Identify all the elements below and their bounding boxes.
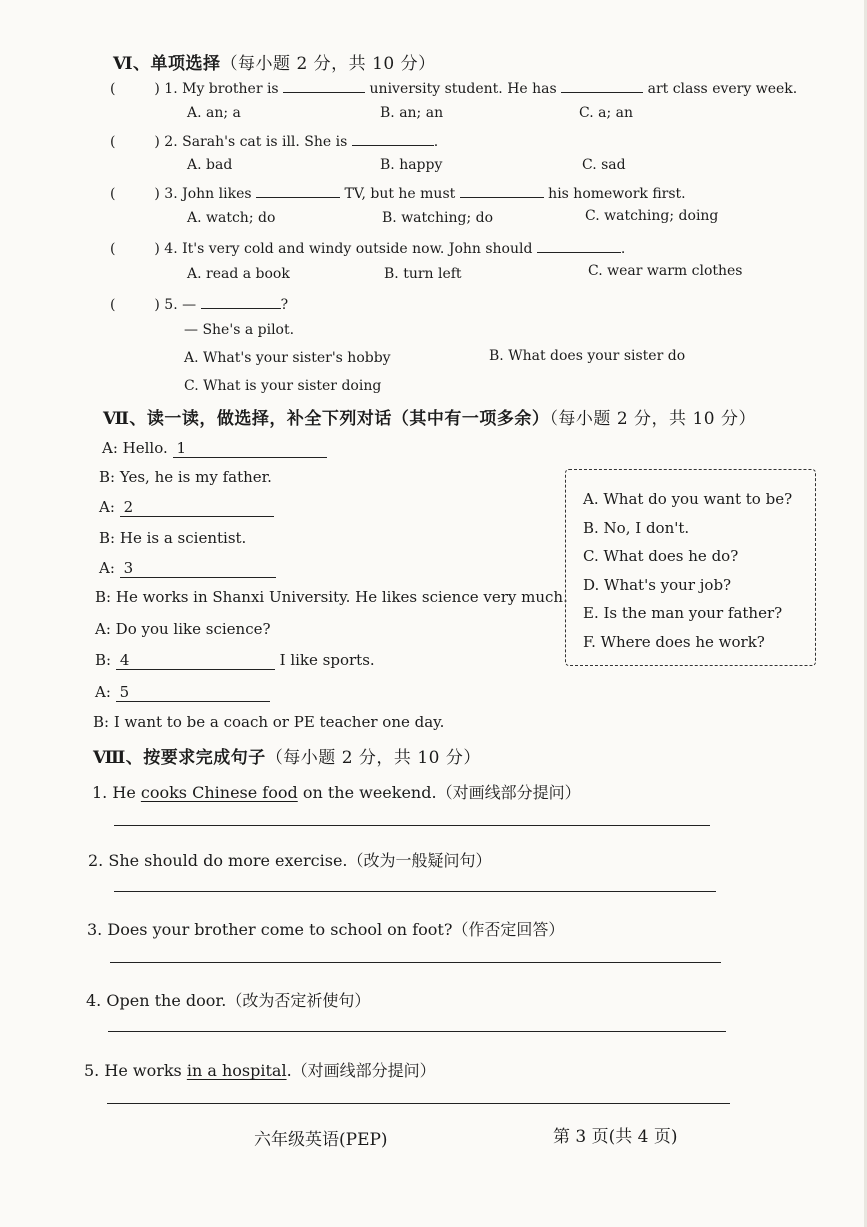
q5-option-b: B. What does your sister do <box>489 348 686 364</box>
answer-line-4[interactable] <box>108 1031 726 1032</box>
dialogue-line-2: B: Yes, he is my father. <box>99 468 272 486</box>
q4-option-b: B. turn left <box>384 266 462 282</box>
dialogue-line-5: A: 3 <box>99 559 276 578</box>
question-3: ( ) 3. John likes TV, but he must his homework first. <box>110 183 686 202</box>
q3-option-b: B. watching; do <box>382 210 494 226</box>
q4-option-a: A. read a book <box>187 266 290 282</box>
dialogue-line-3: A: 2 <box>99 498 274 517</box>
answer-line-1[interactable] <box>114 825 710 826</box>
answer-line-2[interactable] <box>114 891 716 892</box>
footer-page-number: 第 3 页(共 4 页) <box>553 1127 678 1147</box>
transform-item-4: 4. Open the door.（改为否定祈使句） <box>86 991 371 1010</box>
section6-heading: Ⅵ、单项选择（每小题 2 分，共 10 分） <box>113 54 436 74</box>
question-1: ( ) 1. My brother is university student. He has art class every week. <box>110 78 797 97</box>
transform-item-2: 2. She should do more exercise.（改为一般疑问句） <box>88 851 492 870</box>
transform-item-3: 3. Does your brother come to school on foot?（作否定回答） <box>87 920 565 939</box>
answer-line-5[interactable] <box>107 1103 730 1104</box>
dialogue-line-6: B: He works in Shanxi University. He likes science very much. <box>95 588 568 606</box>
dialogue-blank-2[interactable]: 2 <box>120 498 274 517</box>
option-c: C. What does he do? <box>583 547 739 565</box>
fill-blank[interactable] <box>256 183 340 198</box>
question-4: ( ) 4. It's very cold and windy outside now. John should . <box>110 238 625 257</box>
dialogue-blank-4[interactable]: 4 <box>116 651 275 670</box>
option-e: E. Is the man your father? <box>583 604 783 622</box>
answer-line-3[interactable] <box>110 962 721 963</box>
fill-blank[interactable] <box>460 183 544 198</box>
fill-blank[interactable] <box>537 238 621 253</box>
q3-option-c: C. watching; doing <box>585 208 719 224</box>
q1-option-b: B. an; an <box>380 105 444 121</box>
fill-blank[interactable] <box>201 294 281 309</box>
option-a: A. What do you want to be? <box>583 490 793 508</box>
dialogue-blank-1[interactable]: 1 <box>173 439 327 458</box>
q2-option-a: A. bad <box>187 157 233 173</box>
q3-option-a: A. watch; do <box>187 210 276 226</box>
dialogue-line-10: B: I want to be a coach or PE teacher one day. <box>93 713 445 731</box>
footer-subject: 六年级英语(PEP) <box>254 1130 388 1150</box>
dialogue-line-7: A: Do you like science? <box>95 620 271 638</box>
dialogue-line-4: B: He is a scientist. <box>99 529 247 547</box>
q2-option-c: C. sad <box>582 157 626 173</box>
q5-reply: — She's a pilot. <box>184 322 295 338</box>
options-box <box>565 469 816 666</box>
fill-blank[interactable] <box>561 78 643 93</box>
q5-option-c: C. What is your sister doing <box>184 378 382 394</box>
section7-heading: Ⅶ、读一读，做选择，补全下列对话（其中有一项多余）（每小题 2 分，共 10 分） <box>103 409 757 429</box>
q1-option-c: C. a; an <box>579 105 633 121</box>
dialogue-blank-3[interactable]: 3 <box>120 559 276 578</box>
transform-item-1: 1. He cooks Chinese food on the weekend.（对画线部分提问） <box>92 783 581 802</box>
q1-option-a: A. an; a <box>187 105 241 121</box>
question-5: ( ) 5. — ? <box>110 294 288 313</box>
q5-option-a: A. What's your sister's hobby <box>184 350 391 366</box>
transform-item-5: 5. He works in a hospital.（对画线部分提问） <box>84 1061 436 1080</box>
fill-blank[interactable] <box>352 131 434 146</box>
q4-option-c: C. wear warm clothes <box>588 263 743 279</box>
fill-blank[interactable] <box>283 78 365 93</box>
q2-option-b: B. happy <box>380 157 443 173</box>
option-b: B. No, I don't. <box>583 519 690 537</box>
dialogue-line-9: A: 5 <box>95 683 270 702</box>
section8-heading: Ⅷ、按要求完成句子（每小题 2 分，共 10 分） <box>93 748 481 768</box>
dialogue-line-1: A: Hello. 1 <box>102 439 327 458</box>
dialogue-line-8: B: 4 I like sports. <box>95 651 375 669</box>
dialogue-blank-5[interactable]: 5 <box>116 683 270 702</box>
option-d: D. What's your job? <box>583 576 732 594</box>
question-2: ( ) 2. Sarah's cat is ill. She is . <box>110 131 438 150</box>
option-f: F. Where does he work? <box>583 633 765 651</box>
